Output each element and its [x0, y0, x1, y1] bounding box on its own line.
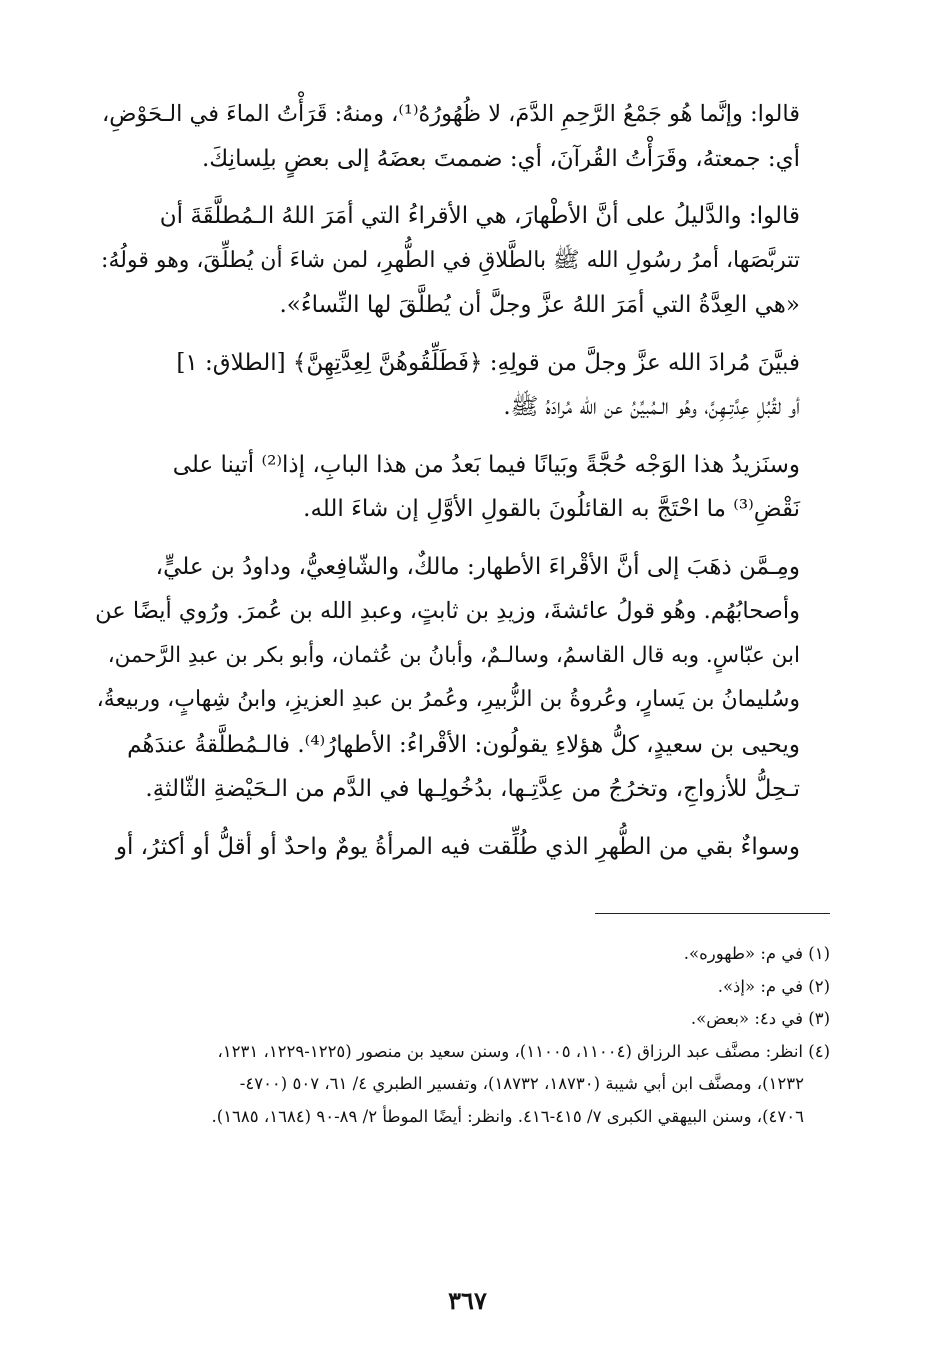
footnote-separator	[595, 913, 830, 914]
text-line: وسنَزيدُ هذا الوَجْه حُجَّةً وبَيانًا فيما بَعدُ من هذا البابِ، إذا⁽²⁾ أتينا على	[172, 451, 800, 478]
text-line: فبيَّنَ مُرادَ الله عزَّ وجلَّ من قولِهِ: ﴿فَطَلِّقُوهُنَّ لِعِدَّتِهِنَّ﴾ [الطلاق: ١]	[176, 349, 800, 376]
text-line: وسُليمانُ بن يَسارٍ، وعُروةُ بن الزُّبيرِ، وعُمرُ بن عبدِ العزيزِ، وابنُ شِهابٍ، وربيعةُ،	[96, 687, 800, 712]
footnote-4	[95, 1036, 830, 1134]
text-line: تـحِلُّ للأزواجِ، وتخرُجُ من عِدَّتِـها، بدُخُولِـها في الدَّم من الـحَيْضةِ الثّالثةِ.	[145, 776, 800, 802]
text-line: ومِـمَّن ذهَبَ إلى أنَّ الأقْراءَ الأطهار: مالكٌ، والشّافِعيُّ، وداودُ بن عليٍّ،	[155, 553, 800, 580]
paragraph-2	[95, 194, 830, 328]
footnote-line: (٤) انظر: مصنَّف عبد الرزاق (١١٠٠٤، ١١٠٠٥)، وسنن سعيد بن منصور (١٢٢٥-١٢٢٩، ١٢٣١،	[217, 1041, 830, 1061]
footnote-line: ١٢٣٢)، ومصنَّف ابن أبي شيبة (١٨٧٣٠، ١٨٧٣٢)، وتفسير الطبري ٤/ ٦١، ٥٠٧ (٤٧٠٠-	[239, 1074, 804, 1093]
text-line: وسواءٌ بقي من الطُّهرِ الذي طُلِّقت فيه المرأةُ يومٌ واحدٌ أو أقلُّ أو أكثرُ، أو	[115, 833, 800, 860]
text-line: «هي العِدَّةُ التي أمَرَ اللهُ عزَّ وجلَّ أن يُطلَّقَ لها النِّساءُ».	[279, 292, 800, 318]
page-content	[95, 92, 830, 1133]
footnotes	[95, 938, 830, 1133]
main-text	[95, 92, 830, 869]
paragraph-6	[95, 825, 830, 870]
footnote-line: (٣) في د٤: «بعض».	[690, 1009, 830, 1028]
text-line: ويحيى بن سعيدٍ، كلُّ هؤلاءِ يقولُون: الأقْراءُ: الأطهارُ⁽⁴⁾. فالـمُطلَّقةُ عندَهُم	[127, 731, 800, 758]
paragraph-4	[95, 443, 830, 532]
text-line: ابن عبّاسٍ. وبه قال القاسمُ، وسالـمٌ، وأبانُ بن عُثمان، وأبو بكر بن عبدِ الرَّحمن،	[107, 642, 800, 668]
footnote-1	[95, 938, 830, 971]
text-line: وأصحابُهُم. وهُو قولُ عائشةَ، وزيدِ بن ثابتٍ، وعبدِ الله بن عُمرَ. ورُوي أيضًا عن	[95, 598, 800, 624]
paragraph-3	[95, 341, 830, 430]
text-line: قالوا: والدَّليلُ على أنَّ الأطْهارَ، هي الأقراءُ التي أمَرَ اللهُ الـمُطلَّقَةَ أن	[159, 203, 800, 229]
page-number: ٣٦٧	[448, 1286, 487, 1315]
text-line: أي: جمعتهُ، وقَرَأْتُ القُرآنَ، أي: ضممتَ بعضَهُ إلى بعضٍ بلِسانِكَ.	[201, 145, 800, 172]
text-line: تتربَّصَها، أمرُ رسُولِ الله ﷺ بالطَّلاقِ في الطُّهرِ، لمن شاءَ أن يُطلِّقَ، وهو قولُهُ:	[101, 247, 800, 273]
text-line: قالوا: وإنَّما هُو جَمْعُ الرَّحِمِ الدَّمَ، لا ظُهُورُهُ⁽¹⁾، ومنهُ: قَرَأْتُ الماءَ في الـحَوْضِ،	[102, 101, 800, 127]
paragraph-5	[95, 545, 830, 812]
footnote-2	[95, 971, 830, 1004]
footnote-line: (٢) في م: «إذ».	[717, 976, 830, 996]
text-line: أو لقُبُلِ عِدَّتِـهِنَّ، وهُو الـمُبيِّنُ عن الله مُرادَهُ ﷺ.	[503, 394, 800, 420]
footnote-line: ٤٧٠٦)، وسنن البيهقي الكبرى ٧/ ٤١٥-٤١٦. وانظر: أيضًا الموطأ ٢/ ٨٩-٩٠ (١٦٨٤، ١٦٨٥).	[211, 1106, 804, 1126]
footnote-line: (١) في م: «طهوره».	[683, 944, 830, 963]
text-line: نَقْضِ⁽³⁾ ما احْتَجَّ به القائلُونَ بالقولِ الأوَّلِ إن شاءَ الله.	[303, 496, 800, 522]
paragraph-1	[95, 92, 830, 181]
footnote-3	[95, 1003, 830, 1036]
